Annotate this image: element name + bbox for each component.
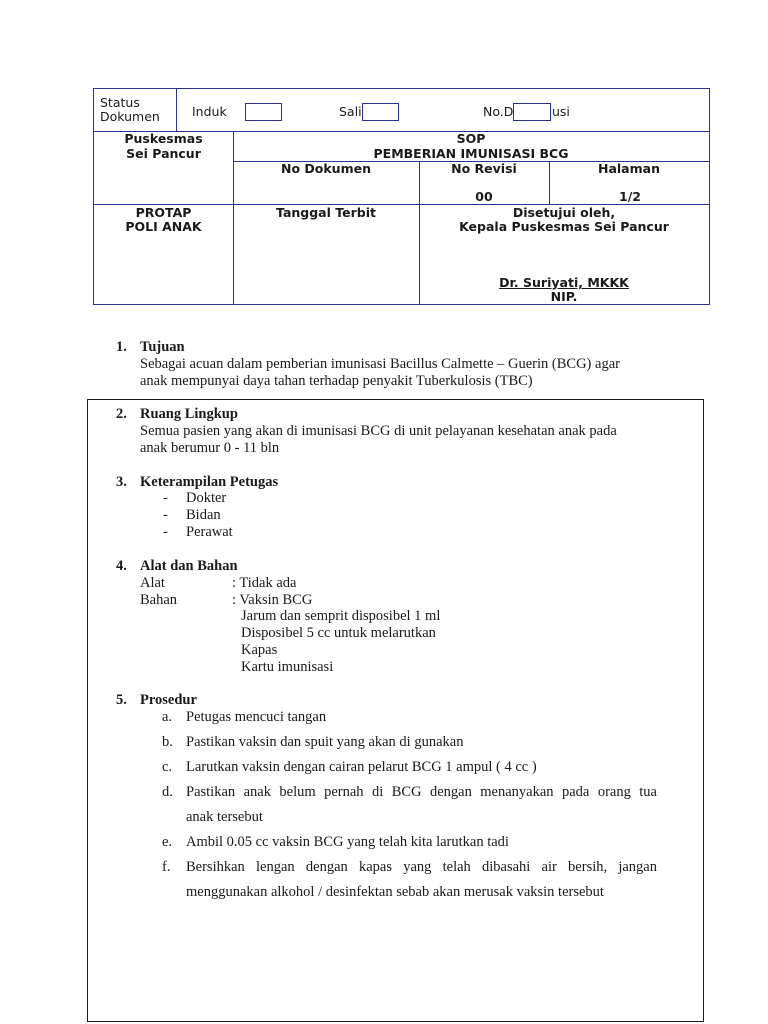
bullet-dash: - bbox=[163, 524, 168, 540]
no-distribusi-label: No.D bbox=[483, 104, 514, 119]
step-text: Pastikan vaksin dan spuit yang akan di gunakan bbox=[186, 734, 464, 750]
sop-label: SOP bbox=[456, 131, 486, 146]
bahan-item: Kapas bbox=[241, 642, 278, 658]
salinan-label: Sali bbox=[339, 104, 362, 119]
paragraph-line: Semua pasien yang akan di imunisasi BCG di unit pelayanan kesehatan anak pada bbox=[140, 423, 617, 439]
bahan-item: Disposibel 5 cc untuk melarutkan bbox=[241, 625, 436, 641]
list-item: Bidan bbox=[186, 507, 221, 523]
step-text: Pastikan anak belum pernah di BCG dengan menanyakan pada orang tua bbox=[186, 784, 657, 800]
step-text: Larutkan vaksin dengan cairan pelarut BCG 1 ampul ( 4 cc ) bbox=[186, 759, 537, 775]
signatory-name: Dr. Suriyati, MKKK bbox=[499, 275, 629, 290]
protap-label: POLI ANAK bbox=[125, 219, 202, 234]
bullet-dash: - bbox=[163, 507, 168, 523]
step-text: anak tersebut bbox=[186, 809, 263, 825]
list-item: Perawat bbox=[186, 524, 233, 540]
alat-label: Alat bbox=[140, 575, 165, 591]
step-label: e. bbox=[162, 834, 173, 850]
step-text: Bersihkan lengan dengan kapas yang telah dibasahi air bersih, jangan bbox=[186, 859, 657, 875]
step-label: d. bbox=[162, 784, 173, 800]
nip-label: NIP. bbox=[550, 289, 578, 304]
step-label: a. bbox=[162, 709, 173, 725]
section-number: 4. bbox=[116, 558, 127, 574]
no-dokumen-label: No Dokumen bbox=[281, 161, 371, 176]
org-name: Sei Pancur bbox=[126, 146, 201, 161]
section-number: 1. bbox=[116, 339, 127, 355]
approval-label: Disetujui oleh, bbox=[512, 205, 616, 220]
bahan-item: Kartu imunisasi bbox=[241, 659, 334, 675]
no-revisi-label: No Revisi bbox=[451, 161, 517, 176]
list-item: Dokter bbox=[186, 490, 227, 506]
section-title-alat-bahan: Alat dan Bahan bbox=[140, 558, 238, 574]
halaman-label: Halaman bbox=[598, 161, 660, 176]
step-label: b. bbox=[162, 734, 173, 750]
no-revisi-value: 00 bbox=[475, 189, 493, 204]
paragraph-line: anak mempunyai daya tahan terhadap penyakit Tuberkulosis (TBC) bbox=[140, 373, 533, 389]
org-name: Puskesmas bbox=[124, 131, 203, 146]
section-title-tujuan: Tujuan bbox=[140, 339, 185, 355]
step-text: Ambil 0.05 cc vaksin BCG yang telah kita larutkan tadi bbox=[186, 834, 509, 850]
section-number: 3. bbox=[116, 474, 127, 490]
step-label: c. bbox=[162, 759, 173, 775]
status-label: Dokumen bbox=[100, 109, 160, 124]
section-title-prosedur: Prosedur bbox=[140, 692, 197, 708]
tanggal-terbit-label: Tanggal Terbit bbox=[276, 205, 376, 220]
section-number: 5. bbox=[116, 692, 127, 708]
step-text: menggunakan alkohol / desinfektan sebab akan merusak vaksin tersebut bbox=[186, 884, 604, 900]
section-number: 2. bbox=[116, 406, 127, 422]
paragraph-line: Sebagai acuan dalam pemberian imunisasi Bacillus Calmette – Guerin (BCG) agar bbox=[140, 356, 620, 372]
step-text: Petugas mencuci tangan bbox=[186, 709, 327, 725]
induk-label: Induk bbox=[192, 104, 227, 119]
alat-value: : Tidak ada bbox=[232, 575, 297, 591]
bullet-dash: - bbox=[163, 490, 168, 506]
section-title-keterampilan: Keterampilan Petugas bbox=[140, 474, 279, 490]
halaman-value: 1/2 bbox=[619, 189, 641, 204]
no-distribusi-label: usi bbox=[552, 104, 570, 119]
protap-label: PROTAP bbox=[135, 205, 192, 220]
sop-title: PEMBERIAN IMUNISASI BCG bbox=[373, 146, 569, 161]
section-title-ruang-lingkup: Ruang Lingkup bbox=[140, 406, 238, 422]
bahan-item: Jarum dan semprit disposibel 1 ml bbox=[241, 608, 441, 624]
step-label: f. bbox=[162, 859, 171, 875]
approval-label: Kepala Puskesmas Sei Pancur bbox=[459, 219, 669, 234]
status-label: Status bbox=[100, 95, 140, 110]
paragraph-line: anak berumur 0 - 11 bln bbox=[140, 440, 280, 456]
bahan-label: Bahan bbox=[140, 592, 178, 608]
bahan-value: : Vaksin BCG bbox=[232, 592, 313, 608]
